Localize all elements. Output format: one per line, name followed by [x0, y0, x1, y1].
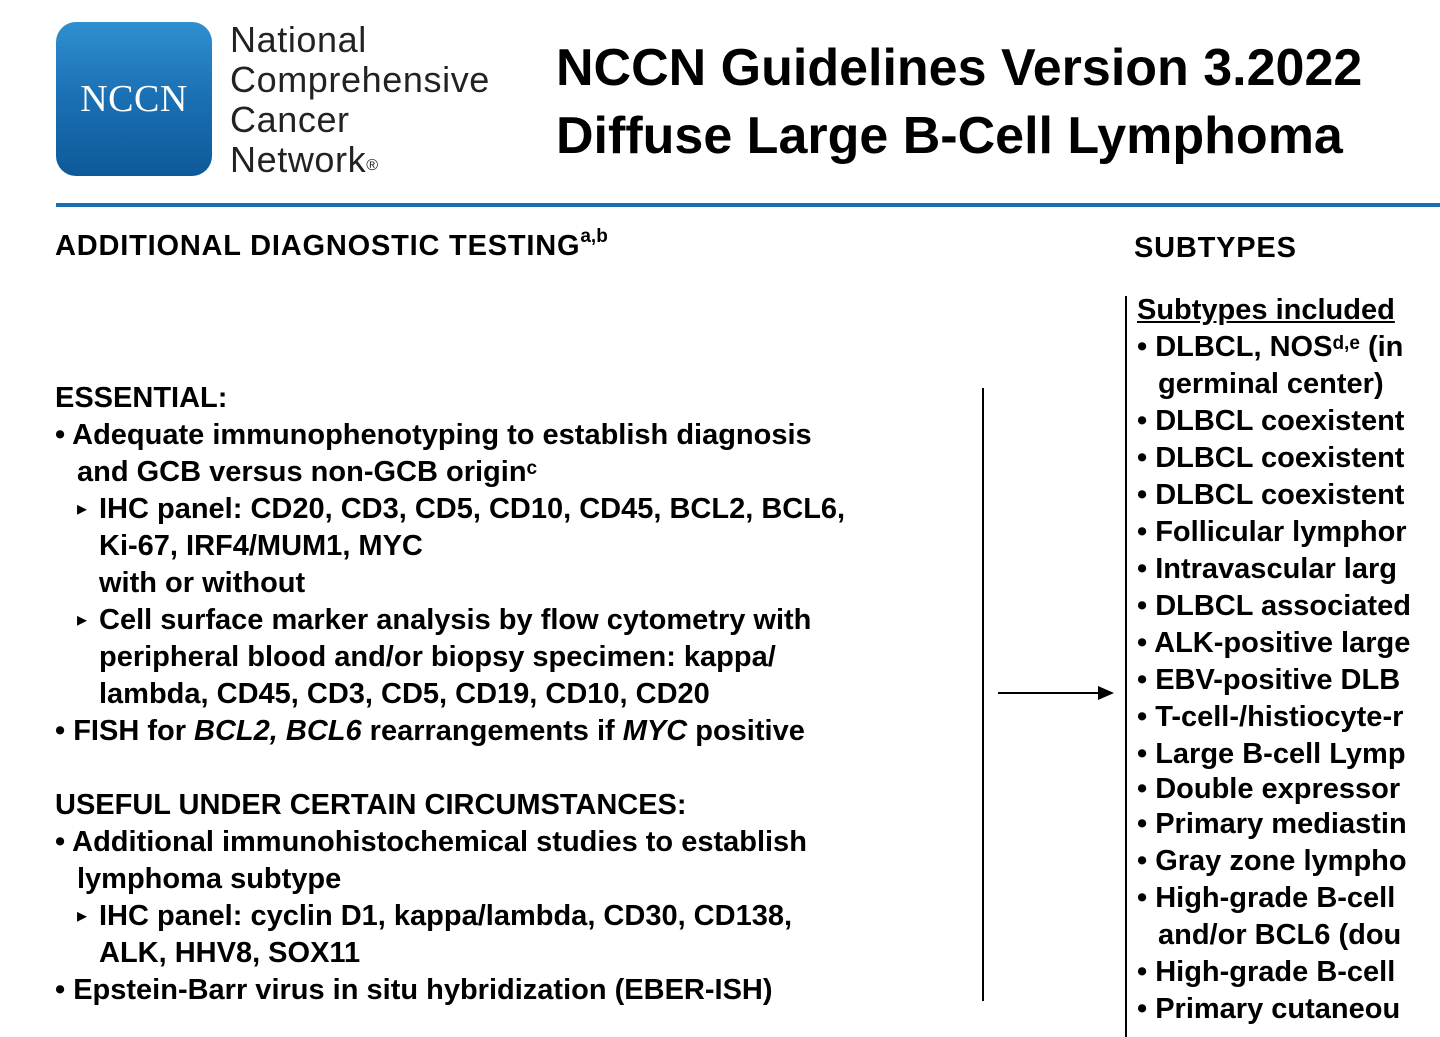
subtype-item: • DLBCL coexistent — [1137, 405, 1405, 437]
essential-heading: ESSENTIAL: — [55, 382, 228, 414]
org-name-network: Network — [230, 139, 367, 180]
subtype-item: • ALK-positive large — [1137, 627, 1411, 659]
subtype-item: • High-grade B-cell — [1137, 956, 1396, 988]
title-line-disease: Diffuse Large B-Cell Lymphoma — [556, 107, 1343, 165]
essential-sub-item-2 — [55, 602, 985, 639]
triangle-bullet-icon: ▸ — [77, 609, 88, 631]
fish-prefix: • FISH for — [55, 715, 195, 747]
essential-bullet-1: • Adequate immunophenotyping to establish diagnosis — [55, 419, 812, 451]
useful-sub-item-1 — [55, 898, 985, 935]
bullet-text: and GCB versus non-GCB origin — [77, 456, 527, 488]
useful-bullet-2: • Epstein-Barr virus in situ hybridization (EBER-ISH) — [55, 974, 773, 1006]
org-name-line: National — [230, 19, 367, 60]
fish-gene-myc: MYC — [622, 715, 688, 747]
essential-sub-item-1 — [55, 491, 985, 528]
subtype-item: • Primary mediastin — [1137, 808, 1407, 840]
essential-sub-item-2-cont: lambda, CD45, CD3, CD5, CD19, CD10, CD20 — [99, 678, 710, 710]
logo-text: NCCN — [80, 78, 188, 120]
organization-name — [230, 20, 490, 180]
fish-genes: BCL2, BCL6 — [194, 715, 362, 747]
subtype-item — [1137, 329, 1440, 366]
additional-testing-heading — [55, 226, 608, 263]
footnote-ref[interactable]: c — [526, 458, 538, 479]
bracket-line-left — [982, 388, 984, 1001]
subtype-item: • Large B-cell Lymp — [1137, 738, 1406, 770]
subtype-item: • EBV-positive DLB — [1137, 664, 1401, 696]
triangle-bullet-icon: ▸ — [77, 498, 88, 520]
page-title — [556, 34, 1362, 170]
essential-sub-item-2-cont: peripheral blood and/or biopsy specimen: kappa/ — [99, 641, 776, 673]
subtype-item: • DLBCL coexistent — [1137, 442, 1405, 474]
useful-bullet-1: • Additional immunohistochemical studies to establish — [55, 826, 807, 858]
spacer — [55, 750, 985, 787]
sub-item-text: Cell surface marker analysis by flow cytometry with — [99, 604, 812, 636]
triangle-bullet-icon: ▸ — [77, 905, 88, 927]
org-name-line: Cancer — [230, 99, 350, 140]
registered-mark: ® — [366, 157, 379, 174]
bracket-line-right — [1125, 296, 1127, 1037]
title-line-version: NCCN Guidelines Version 3.2022 — [556, 39, 1363, 97]
org-name-line: Comprehensive — [230, 59, 490, 100]
subtype-item: • Follicular lymphor — [1137, 516, 1407, 548]
arrow-connector — [998, 692, 1100, 694]
subtype-item: • Primary cutaneou — [1137, 993, 1401, 1025]
essential-sub-item-1-cont: Ki-67, IRF4/MUM1, MYC — [99, 530, 423, 562]
essential-bullet-1-cont — [55, 454, 985, 491]
subtype-item: • Gray zone lympho — [1137, 845, 1407, 877]
footnote-ref[interactable]: a,b — [580, 226, 608, 247]
fish-suffix: positive — [687, 715, 805, 747]
subtype-text-rest: (in — [1359, 331, 1404, 363]
header-divider — [56, 203, 1440, 207]
sub-item-text: IHC panel: cyclin D1, kappa/lambda, CD30, CD138, — [99, 900, 793, 932]
fish-middle: rearrangements if — [361, 715, 623, 747]
sub-item-text: IHC panel: CD20, CD3, CD5, CD10, CD45, BCL2, BCL6, — [99, 493, 846, 525]
subtype-item-cont: germinal center) — [1158, 368, 1384, 400]
subtype-item: • Intravascular larg — [1137, 553, 1397, 585]
subtypes-subheading: Subtypes included — [1137, 294, 1395, 326]
footnote-ref[interactable]: d,e — [1332, 333, 1360, 354]
subtype-item-cont: and/or BCL6 (dou — [1158, 919, 1402, 951]
heading-text: ADDITIONAL DIAGNOSTIC TESTING — [55, 230, 581, 262]
subtype-item: • Double expressor — [1137, 773, 1401, 805]
diagnostic-testing-list — [55, 380, 985, 1009]
useful-heading: USEFUL UNDER CERTAIN CIRCUMSTANCES: — [55, 789, 687, 821]
subtype-item: • DLBCL associated — [1137, 590, 1411, 622]
useful-sub-item-1-cont: ALK, HHV8, SOX11 — [99, 937, 361, 969]
subtype-item: • T-cell-/histiocyte-r — [1137, 701, 1404, 733]
useful-bullet-1-cont: lymphoma subtype — [77, 863, 342, 895]
subtypes-list — [1137, 292, 1440, 1028]
subtype-text: • DLBCL, NOS — [1137, 331, 1333, 363]
nccn-logo — [56, 22, 212, 176]
subtypes-heading: SUBTYPES — [1134, 232, 1297, 264]
essential-sub-item-1-cont: with or without — [99, 567, 306, 599]
fish-bullet — [55, 713, 985, 750]
subtype-item: • High-grade B-cell — [1137, 882, 1396, 914]
subtype-item: • DLBCL coexistent — [1137, 479, 1405, 511]
org-name-line — [230, 140, 490, 180]
arrow-head-icon — [1098, 686, 1114, 700]
